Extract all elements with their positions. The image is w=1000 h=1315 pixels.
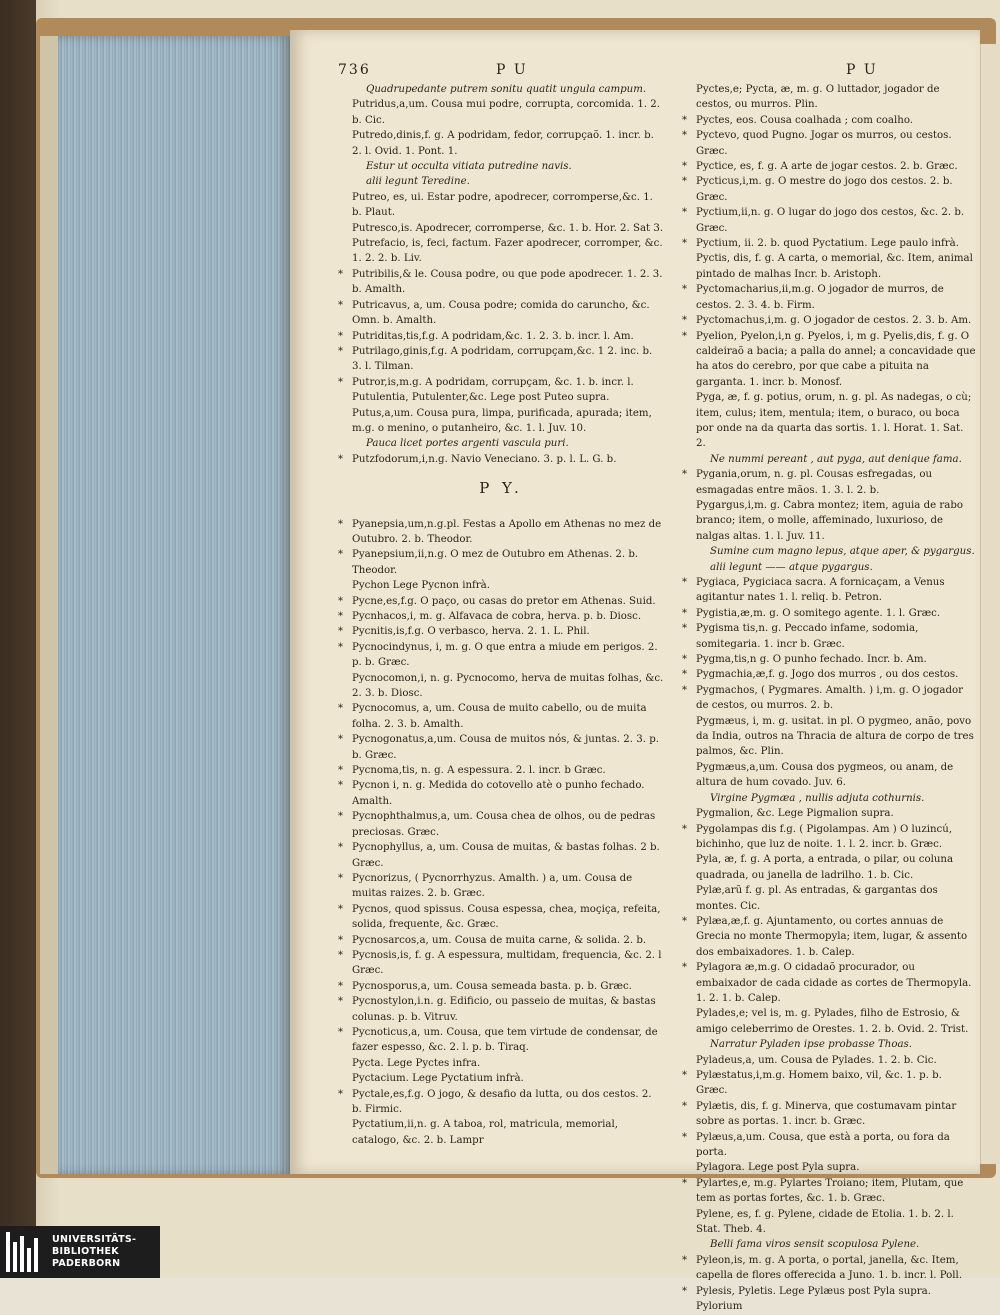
entry-text: Pycnhacos,i, m. g. Alfavaca de cobra, herva. p. b. Diosc. [352, 611, 642, 622]
entry-marker-asterisk-icon: * [682, 654, 687, 666]
left-entries-py [338, 517, 664, 1149]
dictionary-entry [338, 375, 664, 390]
dictionary-entry [682, 329, 976, 391]
dictionary-entry [338, 1117, 664, 1148]
entry-text: Pyctium, ii. 2. b. quod Pyctatium. Lege paulo infrà. [696, 238, 959, 250]
entry-text: Pyla, æ, f. g. A porta, a entrada, o pilar, ou coluna quadrada, ou janella de ladrilho. 1. b. Cic. [696, 854, 954, 881]
entry-text: Pygma,tis,n g. O punho fechado. Incr. b. Am. [696, 654, 927, 666]
dictionary-entry [682, 960, 976, 1006]
dictionary-entry [682, 560, 976, 575]
library-logo-mark-icon [6, 1232, 44, 1272]
entry-text: Putulentia, Putulenter,&c. Lege post Puteo supra. [352, 392, 610, 404]
dictionary-entry [682, 113, 976, 128]
dictionary-entry [682, 159, 976, 174]
entry-text: Pycnosporus,a, um. Cousa semeada basta. p. b. Græc. [352, 980, 632, 992]
entry-text: Pyanepsia,um,n.g.pl. Festas a Apollo em Athenas no mez de Outubro. 2. b. Theodor. [352, 518, 662, 545]
entry-text: Putzfodorum,i,n.g. Navio Veneciano. 3. p. l. L. G. b. [352, 453, 617, 465]
entry-text: Pygisma tis,n. g. Peccado infame, sodomia, somitegaria. 1. incr b. Græc. [696, 623, 919, 650]
dictionary-entry [682, 128, 976, 159]
dictionary-entry [338, 97, 664, 128]
entry-marker-asterisk-icon: * [682, 161, 687, 173]
dictionary-entry [682, 1006, 976, 1037]
entry-text: Virgine Pygmæa , nullis adjuta cothurnis. [710, 792, 925, 804]
dictionary-entry [338, 344, 664, 375]
entry-text: Pygmachos, ( Pygmares. Amalth. ) i,m. g. O jogador de cestos, ou murros. 2. b. [696, 684, 963, 712]
dictionary-entry [682, 1284, 976, 1299]
entry-text: Pycta. Lege Pyctes infra. [352, 1057, 481, 1069]
entry-text: Pycnocomon,i, n. g. Pycnocomo, herva de muitas folhas, &c. 2. 3. b. Diosc. [352, 672, 664, 700]
entry-marker-asterisk-icon: * [338, 734, 343, 746]
dictionary-entry [682, 1130, 976, 1161]
library-logo-text [52, 1234, 136, 1270]
dictionary-entry [682, 760, 976, 791]
entry-marker-asterisk-icon: * [338, 549, 343, 561]
entry-text: Pygmæus,a,um. Cousa dos pygmeos, ou anam, de altura de hum covado. Juv. 6. [696, 761, 954, 789]
entry-marker-asterisk-icon: * [338, 611, 343, 622]
entry-marker-asterisk-icon: * [682, 114, 687, 126]
dictionary-entry [338, 82, 664, 97]
entry-marker-asterisk-icon: * [682, 684, 687, 696]
entry-marker-asterisk-icon: * [682, 238, 687, 250]
entry-text: Pygistia,æ,m. g. O somitego agente. 1. l. Græc. [696, 607, 941, 619]
entry-marker-asterisk-icon: * [682, 330, 687, 342]
entry-marker-asterisk-icon: * [338, 949, 343, 961]
entry-text: Pauca licet portes argenti vascula puri. [366, 438, 569, 450]
entry-marker-asterisk-icon: * [682, 207, 687, 219]
dictionary-entry [682, 852, 976, 883]
entry-text: Belli fama viros sensit scopulosa Pylene. [710, 1239, 920, 1251]
entry-text: Pygmæus, i, m. g. usitat. in pl. O pygmeo, anão, povo da India, outros na Thracia de altura de corpo de tres palmos, &c. Plin. [696, 715, 974, 758]
dictionary-entry [338, 452, 664, 467]
dictionary-entry [338, 640, 664, 671]
entry-text: Pylæstatus,i,m.g. Homem baixo, vil, &c. 1. p. b. Græc. [696, 1070, 942, 1097]
library-logo [0, 1226, 160, 1278]
entry-marker-asterisk-icon: * [682, 176, 687, 188]
dictionary-entry [338, 190, 664, 221]
entry-marker-asterisk-icon: * [338, 703, 343, 715]
entry-marker-asterisk-icon: * [338, 980, 343, 992]
entry-marker-asterisk-icon: * [682, 130, 687, 142]
dictionary-entry [338, 221, 664, 236]
entry-text: Pyleon,is, m. g. A porta, o portal, janella, &c. Item, capella de flores offerecida a Juno. 1. b. incr. l. Poll. [696, 1254, 963, 1282]
dictionary-entry [338, 517, 664, 548]
dictionary-entry [682, 1160, 976, 1175]
dictionary-entry [682, 1237, 976, 1252]
entry-text: Pylene, es, f. g. Pylene, cidade de Etolia. 1. b. 2. l. Stat. Theb. 4. [696, 1208, 954, 1236]
right-column [682, 82, 976, 1315]
entry-text: Pyctes,e; Pycta, æ, m. g. O luttador, jogador de cestos, ou murros. Plin. [696, 84, 940, 111]
dictionary-entry [682, 1176, 976, 1207]
entry-marker-asterisk-icon: * [338, 842, 343, 854]
entry-text: Pyctium,ii,n. g. O lugar do jogo dos cestos, &c. 2. b. Græc. [696, 207, 965, 234]
entry-marker-asterisk-icon: * [338, 595, 343, 607]
entry-text: Pycnosis,is, f. g. A espessura, multidam, frequencia, &c. 2. l Græc. [352, 949, 662, 977]
library-logo-line3: PADERBORN [52, 1258, 121, 1269]
dictionary-entry [682, 914, 976, 960]
entry-marker-asterisk-icon: * [338, 268, 343, 280]
dictionary-entry [682, 1053, 976, 1068]
dictionary-entry [338, 871, 664, 902]
entry-text: Putrilago,ginis,f.g. A podridam, corrupçam,&c. 1 2. inc. b. 3. l. Tilman. [352, 345, 653, 373]
dictionary-entry [682, 1068, 976, 1099]
dictionary-entry [338, 902, 664, 933]
page-fore-edge-light [40, 36, 58, 1174]
right-entries [682, 82, 976, 1315]
dictionary-entry [682, 621, 976, 652]
entry-marker-asterisk-icon: * [682, 315, 687, 327]
dictionary-entry [682, 1253, 976, 1284]
entry-marker-asterisk-icon: * [338, 934, 343, 946]
entry-marker-asterisk-icon: * [682, 1131, 687, 1143]
dictionary-entry [338, 578, 664, 593]
entry-marker-asterisk-icon: * [682, 469, 687, 481]
dictionary-entry [682, 251, 976, 282]
entry-text: Pycnon i, n. g. Medida do cotovello atè o punho fechado. Amalth. [352, 780, 645, 807]
facing-page-edge [980, 44, 1000, 1164]
entry-text: Putus,a,um. Cousa pura, limpa, purificada, apurada; item, m.g. o menino, o putanheiro, &c. 1. l. Juv. 10. [352, 407, 652, 434]
dictionary-entry [338, 732, 664, 763]
entry-text: Pycnophyllus, a, um. Cousa de muitas, & bastas folhas. 2 b. Græc. [352, 842, 660, 869]
entry-text: Putribilis,& le. Cousa podre, ou que pode apodrecer. 1. 2. 3. b. Amalth. [352, 268, 663, 296]
entry-text: Estur ut occulta vitiata putredine navis. [366, 161, 572, 173]
entry-text: Putresco,is. Apodrecer, corromperse, &c. 1. b. Hor. 2. Sat 3. [352, 222, 664, 234]
dictionary-entry [338, 174, 664, 189]
entry-marker-asterisk-icon: * [338, 299, 343, 311]
dictionary-entry [682, 1099, 976, 1130]
entry-marker-asterisk-icon: * [338, 872, 343, 884]
dictionary-entry [682, 544, 976, 559]
entry-marker-asterisk-icon: * [682, 623, 687, 635]
entry-text: Pylæ,arũ f. g. pl. As entradas, & gargantas dos montes. Cic. [696, 885, 938, 912]
dictionary-entry [682, 313, 976, 328]
entry-text: alii legunt —— atque pygargus. [710, 561, 873, 573]
entry-text: Pylætis, dis, f. g. Minerva, que costumavam pintar sobre as portas. 1. incr. b. Græc. [696, 1100, 957, 1128]
dictionary-entry [682, 205, 976, 236]
entry-marker-asterisk-icon: * [682, 284, 687, 296]
entry-marker-asterisk-icon: * [682, 1254, 687, 1266]
entry-text: Pyctevo, quod Pugno. Jogar os murros, ou cestos. Græc. [696, 130, 952, 157]
running-head-right: P U [846, 62, 878, 78]
entry-text: Pyladeus,a, um. Cousa de Pylades. 1. 2. b. Cic. [696, 1054, 937, 1066]
dictionary-entry [338, 1025, 664, 1056]
entry-marker-asterisk-icon: * [338, 1026, 343, 1038]
dictionary-entry [338, 1071, 664, 1086]
dictionary-entry [682, 667, 976, 682]
dictionary-entry [338, 298, 664, 329]
entry-text: Pylæus,a,um. Cousa, que està a porta, ou fora da porta. [696, 1131, 950, 1159]
entry-text: Pyanepsium,ii,n.g. O mez de Outubro em Athenas. 2. b. Theodor. [352, 549, 639, 576]
dictionary-entry [338, 809, 664, 840]
entry-marker-asterisk-icon: * [338, 641, 343, 653]
library-logo-line2: BIBLIOTHEK [52, 1246, 119, 1257]
entry-text: Pyctes, eos. Cousa coalhada ; com coalho. [696, 114, 914, 126]
entry-text: Putridus,a,um. Cousa mui podre, corrupta, corcomida. 1. 2. b. Cic. [352, 99, 661, 126]
running-head-left: P U [496, 62, 528, 78]
entry-text: Pycnoticus,a, um. Cousa, que tem virtude de condensar, de fazer espesso, &c. 2. l. p. b. Tiraq. [352, 1026, 658, 1054]
entry-marker-asterisk-icon: * [338, 626, 343, 638]
entry-text: Pycnostylon,i.n. g. Edificio, ou passeio de muitas, & bastas colunas. p. b. Vitruv. [352, 996, 656, 1023]
entry-marker-asterisk-icon: * [682, 607, 687, 619]
dictionary-entry [338, 701, 664, 732]
dictionary-entry [682, 1299, 976, 1314]
entry-marker-asterisk-icon: * [338, 996, 343, 1008]
entry-text: Pyelion, Pyelon,i,n g. Pyelos, i, m g. Pyelis,dis, f. g. O caldeiraõ a bacia; a palla do annel; a concavidade que ha atos do cerebro, por que cabe a pituita na garganta. 1. incr. b. Monosf. [696, 330, 976, 388]
dictionary-entry [338, 594, 664, 609]
dictionary-entry [338, 329, 664, 344]
dictionary-entry [338, 778, 664, 809]
entry-text: Pylagora. Lege post Pyla supra. [696, 1162, 860, 1174]
entry-text: Pygargus,i,m. g. Cabra montez; item, aguia de rabo branco; item, o molle, affeminado, luxurioso, de nalgas altas. 1. l. Juv. 11. [696, 499, 963, 542]
dictionary-entry [682, 236, 976, 251]
dictionary-entry [338, 390, 664, 405]
entry-marker-asterisk-icon: * [682, 669, 687, 681]
entry-marker-asterisk-icon: * [338, 811, 343, 823]
page-fore-edge-blue [58, 36, 290, 1174]
entry-text: Ne nummi pereant , aut pyga, aut denique fama. [710, 453, 962, 465]
dictionary-entry [338, 933, 664, 948]
entry-text: Putreo, es, ui. Estar podre, apodrecer, corromperse,&c. 1. b. Plaut. [352, 191, 653, 219]
dictionary-entry [682, 575, 976, 606]
entry-text: Putriditas,tis,f.g. A podridam,&c. 1. 2. 3. b. incr. l. Am. [352, 330, 634, 342]
dictionary-entry [682, 390, 976, 452]
entry-text: Pylæa,æ,f. g. Ajuntamento, ou cortes annuas de Grecia no monte Thermopyla; item, lugar, & assento dos embaixadores. 1. b. Calep. [696, 915, 968, 958]
dictionary-entry [682, 82, 976, 113]
entry-text: Putror,is,m.g. A podridam, corrupçam, &c. 1. b. incr. l. [352, 376, 634, 388]
entry-text: Pycnitis,is,f.g. O verbasco, herva. 2. 1. L. Phil. [352, 626, 590, 638]
dictionary-entry [682, 282, 976, 313]
entry-text: Pycnosarcos,a, um. Cousa de muita carne, & solida. 2. b. [352, 934, 647, 946]
dictionary-entry [338, 624, 664, 639]
dictionary-entry [338, 948, 664, 979]
entry-text: Pycnocomus, a, um. Cousa de muito cabello, ou de muita folha. 2. 3. b. Amalth. [352, 703, 647, 730]
entry-marker-asterisk-icon: * [682, 577, 687, 588]
entry-text: Pyctomacharius,ii,m.g. O jogador de murros, de cestos. 2. 3. 4. b. Firm. [696, 284, 944, 311]
entry-marker-asterisk-icon: * [338, 453, 343, 465]
left-entries [338, 82, 664, 467]
entry-text: Quadrupedante putrem sonitu quatit ungula campum. [366, 84, 647, 95]
dictionary-entry [682, 883, 976, 914]
entry-marker-asterisk-icon: * [338, 903, 343, 915]
entry-text: Pygania,orum, n. g. pl. Cousas esfregadas, ou esmagadas entre mãos. 1. 3. l. 2. b. [696, 469, 933, 496]
entry-text: Pycnogonatus,a,um. Cousa de muitos nós, & juntas. 2. 3. p. b. Græc. [352, 734, 659, 761]
entry-marker-asterisk-icon: * [682, 915, 687, 927]
entry-marker-asterisk-icon: * [682, 1285, 687, 1297]
dictionary-entry [338, 236, 664, 267]
entry-text: Pycnoma,tis, n. g. A espessura. 2. l. incr. b Græc. [352, 765, 606, 777]
dictionary-entry [682, 174, 976, 205]
entry-text: Pycticus,i,m. g. O mestre do jogo dos cestos. 2. b. Græc. [696, 176, 953, 203]
entry-text: Pycnorizus, ( Pycnorrhyzus. Amalth. ) a, um. Cousa de muitas raizes. 2. b. Græc. [352, 872, 633, 900]
dictionary-entry [682, 822, 976, 853]
dictionary-entry [338, 840, 664, 871]
entry-marker-asterisk-icon: * [338, 345, 343, 357]
entry-text: Pylesis, Pyletis. Lege Pylæus post Pyla supra. [696, 1285, 931, 1297]
entry-marker-asterisk-icon: * [338, 1088, 343, 1100]
dictionary-entry [338, 994, 664, 1025]
dictionary-entry [338, 1087, 664, 1118]
dictionary-entry [682, 467, 976, 498]
entry-text: Pylorium [696, 1301, 743, 1313]
entry-text: Putredo,dinis,f. g. A podridam, fedor, corrupçaõ. 1. incr. b. 2. l. Ovid. 1. Pont. 1. [352, 130, 654, 157]
entry-marker-asterisk-icon: * [338, 376, 343, 388]
dictionary-entry [338, 671, 664, 702]
dictionary-entry [682, 498, 976, 544]
entry-text: Pylartes,e, m.g. Pylartes Troiano; item, Plutam, que tem as portas fortes, &c. 1. b. Græc. [696, 1177, 964, 1205]
entry-text: Pyctomachus,i,m. g. O jogador de cestos. 2. 3. b. Am. [696, 315, 972, 327]
entry-marker-asterisk-icon: * [682, 1100, 687, 1112]
entry-text: Pyctale,es,f.g. O jogo, & desafio da lutta, ou dos cestos. 2. b. Firmic. [352, 1088, 652, 1115]
dictionary-entry [682, 1037, 976, 1052]
dictionary-entry [682, 683, 976, 714]
section-title-py: P Y. [479, 479, 523, 498]
entry-text: Pyctatium,ii,n. g. A taboa, rol, matricula, memorial, catalogo, &c. 2. b. Lampr [352, 1119, 619, 1146]
entry-marker-asterisk-icon: * [338, 765, 343, 777]
entry-text: Pyctacium. Lege Pyctatium infrà. [352, 1073, 524, 1085]
entry-text: alii legunt Teredine. [366, 176, 470, 188]
entry-text: Pygmachia,æ,f. g. Jogo dos murros , ou dos cestos. [696, 669, 959, 681]
entry-text: Pyga, æ, f. g. potius, orum, n. g. pl. As nadegas, o cù; item, culus; item, mentula; item, o buraco, ou boca por onde na da quarta das sortis. 1. l. Horat. 1. Sat. 2. [696, 392, 972, 450]
entry-text: Pygmalion, &c. Lege Pigmalion supra. [696, 808, 894, 820]
dictionary-entry [338, 547, 664, 578]
entry-marker-asterisk-icon: * [682, 1177, 687, 1189]
entry-text: Pyctice, es, f. g. A arte de jogar cestos. 2. b. Græc. [696, 161, 958, 173]
entry-text: Narratur Pyladen ipse probasse Thoas. [710, 1039, 913, 1051]
dictionary-entry [338, 406, 664, 437]
left-column [338, 82, 664, 1148]
entry-marker-asterisk-icon: * [338, 330, 343, 342]
dictionary-entry [682, 652, 976, 667]
library-logo-line1: UNIVERSITÄTS- [52, 1234, 137, 1245]
entry-marker-asterisk-icon: * [682, 962, 687, 974]
entry-text: Pycne,es,f.g. O paço, ou casas do pretor em Athenas. Suid. [352, 595, 656, 607]
entry-text: Pygiaca, Pygiciaca sacra. A fornicaçam, a Venus agitantur nates 1. l. reliq. b. Petron. [696, 577, 945, 604]
entry-text: Pycnos, quod spissus. Cousa espessa, chea, moçiça, refeita, solida, frequente, &c. Græc. [352, 903, 661, 931]
entry-text: Pycnocindynus, i, m. g. O que entra a miude em perigos. 2. p. b. Græc. [352, 641, 658, 669]
entry-text: Putricavus, a, um. Cousa podre; comida do caruncho, &c. Omn. b. Amalth. [352, 299, 650, 327]
entry-text: Pylagora æ,m.g. O cidadaõ procurador, ou embaixador de cada cidade as cortes de Thermopyla. 1. 2. 1. b. Calep. [696, 962, 972, 1004]
dictionary-entry [338, 128, 664, 159]
dictionary-entry [682, 606, 976, 621]
entry-marker-asterisk-icon: * [338, 518, 343, 530]
dictionary-entry [338, 979, 664, 994]
dictionary-entry [338, 267, 664, 298]
entry-text: Pygolampas dis f.g. ( Pigolampas. Am ) O luzincú, bichinho, que luz de noite. 1. l. 2. incr. b. Græc. [696, 823, 953, 850]
dictionary-entry [682, 452, 976, 467]
entry-marker-asterisk-icon: * [338, 780, 343, 792]
dictionary-entry [338, 763, 664, 778]
entry-text: Sumine cum magno lepus, atque aper, & pygargus. [710, 546, 975, 558]
dictionary-entry [338, 159, 664, 174]
dictionary-entry [338, 1056, 664, 1071]
dictionary-entry [682, 791, 976, 806]
entry-text: Putrefacio, is, feci, factum. Fazer apodrecer, corromper, &c. 1. 2. 2. b. Liv. [352, 238, 663, 265]
dictionary-entry [338, 609, 664, 624]
page-number: 736 [338, 62, 371, 78]
dictionary-entry [338, 436, 664, 451]
entry-text: Pycnophthalmus,a, um. Cousa chea de olhos, ou de pedras preciosas. Græc. [352, 811, 656, 838]
entry-text: Pyctis, dis, f. g. A carta, o memorial, &c. Item, animal pintado de malhas Incr. b. Aristoph. [696, 253, 973, 280]
dictionary-entry [682, 806, 976, 821]
entry-marker-asterisk-icon: * [682, 823, 687, 835]
entry-text: Pylades,e; vel is, m. g. Pylades, filho de Estrosio, & amigo celeberrimo de Orestes. 1. 2. b. Ovid. 2. Trist. [696, 1008, 969, 1035]
entry-marker-asterisk-icon: * [682, 1070, 687, 1081]
dictionary-entry [682, 714, 976, 760]
entry-text: Pychon Lege Pycnon infrà. [352, 580, 490, 592]
dictionary-entry [682, 1207, 976, 1238]
